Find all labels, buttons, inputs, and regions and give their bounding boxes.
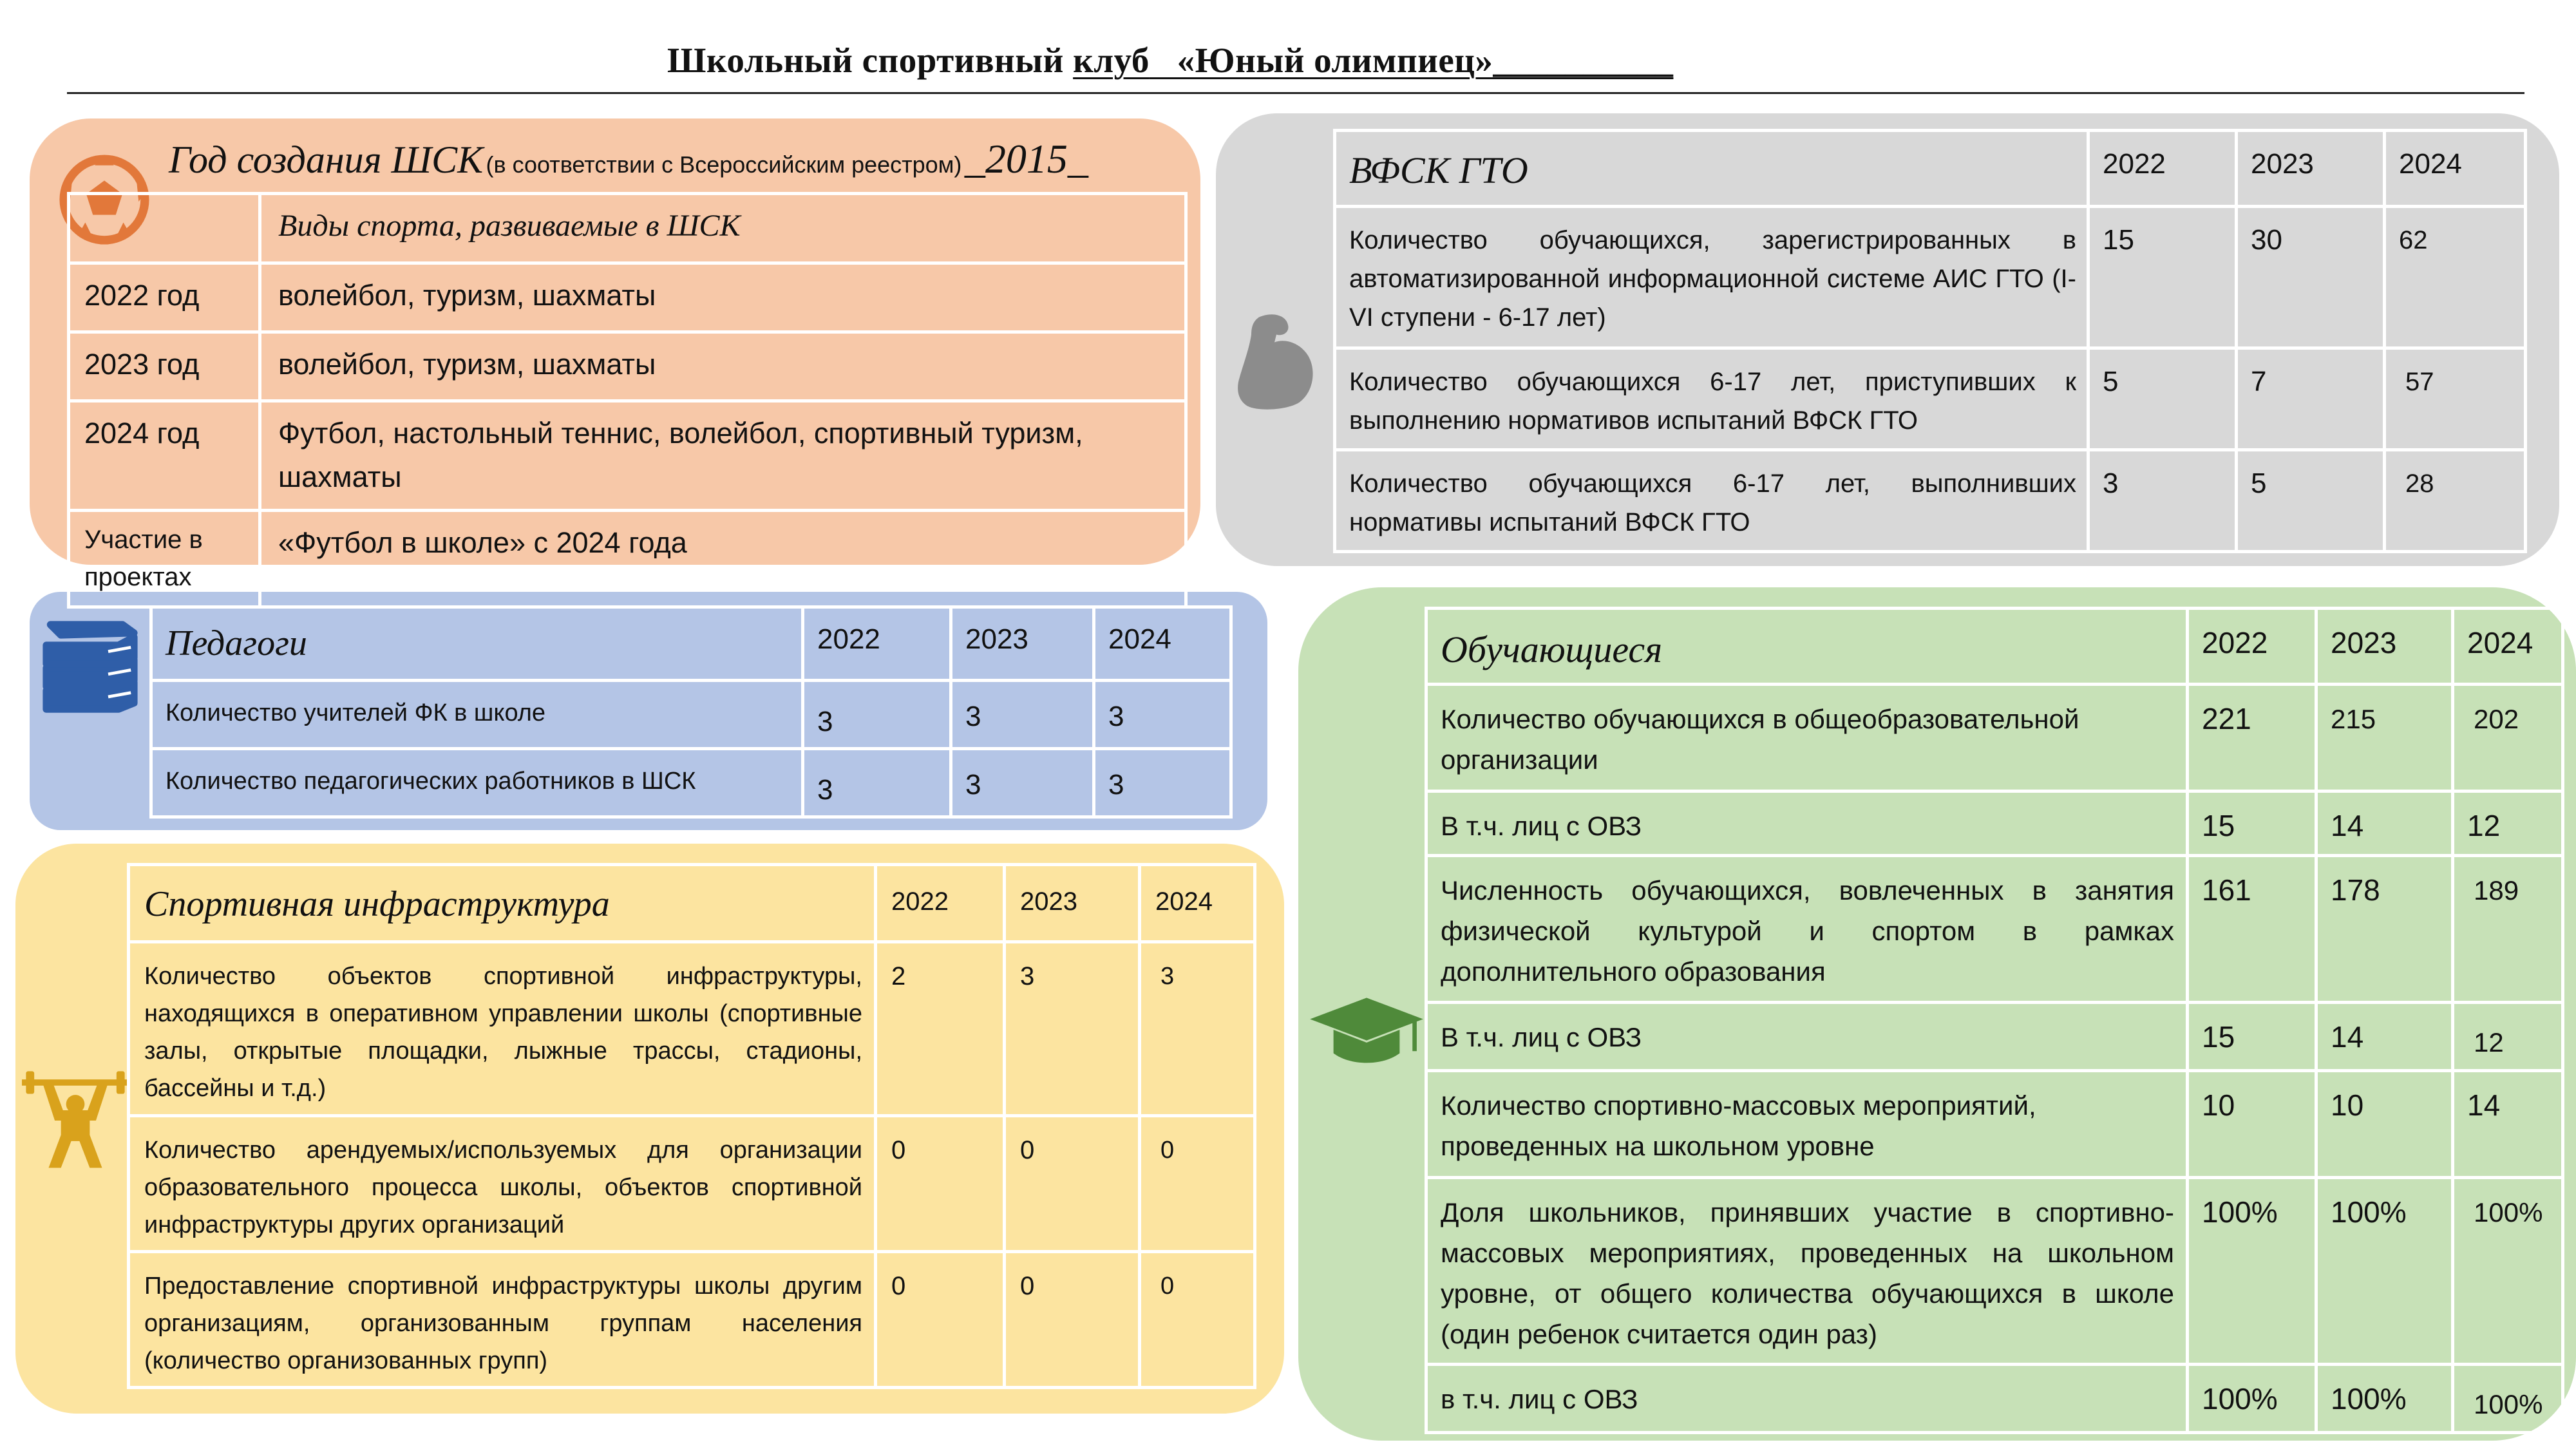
value-cell: 57 bbox=[2385, 348, 2526, 450]
row-year: 2023 год bbox=[69, 332, 260, 401]
table-header-row bbox=[129, 865, 1255, 942]
value-cell: 12 bbox=[2453, 1003, 2563, 1071]
teachers-title: Педагоги bbox=[151, 607, 803, 681]
value-cell: 7 bbox=[2237, 348, 2385, 450]
table-row bbox=[1426, 1071, 2563, 1178]
founding-heading bbox=[169, 135, 1088, 183]
table-header-row bbox=[151, 607, 1231, 681]
value-cell: 100% bbox=[2188, 1178, 2316, 1365]
gto-table bbox=[1333, 129, 2527, 553]
value-cell: 100% bbox=[2453, 1178, 2563, 1365]
sports-header: Виды спорта, развиваемые в ШСК bbox=[260, 194, 1186, 263]
year-header: 2023 bbox=[2316, 609, 2453, 685]
year-header: 2022 bbox=[876, 865, 1005, 942]
table-row bbox=[151, 681, 1231, 749]
row-label: Количество обучающихся 6-17 лет, выполнивших нормативы испытаний ВФСК ГТО bbox=[1335, 450, 2088, 552]
value-cell: 100% bbox=[2316, 1178, 2453, 1365]
value-cell: 0 bbox=[1005, 1116, 1140, 1252]
value-cell: 0 bbox=[1140, 1252, 1255, 1388]
table-row bbox=[129, 1252, 1255, 1388]
value-cell: 3 bbox=[1094, 681, 1231, 749]
value-cell: 189 bbox=[2453, 856, 2563, 1003]
value-cell: 100% bbox=[2316, 1365, 2453, 1433]
value-cell: 10 bbox=[2316, 1071, 2453, 1178]
table-row bbox=[69, 332, 1186, 401]
table-row bbox=[129, 1116, 1255, 1252]
table-header-row bbox=[1335, 131, 2526, 207]
table-row bbox=[69, 401, 1186, 511]
value-cell: 30 bbox=[2237, 207, 2385, 348]
year-header: 2022 bbox=[2088, 131, 2237, 207]
row-label: Количество учителей ФК в школе bbox=[151, 681, 803, 749]
value-cell: 161 bbox=[2188, 856, 2316, 1003]
table-row bbox=[1426, 791, 2563, 856]
table-row bbox=[69, 263, 1186, 332]
founding-note: (в соответствии с Всероссийским реестром) bbox=[486, 151, 962, 178]
year-header: 2024 bbox=[1094, 607, 1231, 681]
year-header: 2024 bbox=[1140, 865, 1255, 942]
title-rule bbox=[67, 92, 2524, 94]
row-label: Доля школьников, принявших участие в спортивно-массовых мероприятиях, проведенных на школьном уровне, от общего количества обучающихся в школе (один ребенок считается один раз) bbox=[1426, 1178, 2188, 1365]
table-row bbox=[1426, 685, 2563, 791]
table-row bbox=[69, 511, 1186, 607]
row-label: Количество обучающихся в общеобразовательной организации bbox=[1426, 685, 2188, 791]
year-header: 2024 bbox=[2385, 131, 2526, 207]
students-title: Обучающиеся bbox=[1426, 609, 2188, 685]
value-cell: 3 bbox=[803, 749, 951, 817]
founding-year: _2015_ bbox=[964, 136, 1088, 182]
founding-table bbox=[67, 192, 1188, 609]
table-row bbox=[1426, 1365, 2563, 1433]
teachers-table bbox=[149, 605, 1233, 819]
value-cell: 0 bbox=[876, 1252, 1005, 1388]
value-cell: 202 bbox=[2453, 685, 2563, 791]
table-row bbox=[151, 749, 1231, 817]
value-cell: 5 bbox=[2237, 450, 2385, 552]
year-header: 2023 bbox=[2237, 131, 2385, 207]
table-row bbox=[1335, 207, 2526, 348]
row-label: Количество обучающихся 6-17 лет, приступивших к выполнению нормативов испытаний ВФСК ГТО bbox=[1335, 348, 2088, 450]
title-part-3: «Юный олимпиец»__________ bbox=[1149, 41, 1674, 80]
value-cell: 15 bbox=[2188, 791, 2316, 856]
books-icon bbox=[36, 618, 139, 714]
row-label: В т.ч. лиц с ОВЗ bbox=[1426, 791, 2188, 856]
row-label: Количество объектов спортивной инфраструктуры, находящихся в оперативном управлении школы (спортивные залы, открытые площадки, лыжные трассы, стадионы, бассейны и т.д.) bbox=[129, 942, 876, 1116]
table-row bbox=[129, 942, 1255, 1116]
row-sports: волейбол, туризм, шахматы bbox=[260, 332, 1186, 401]
value-cell: 3 bbox=[1140, 942, 1255, 1116]
row-sports: волейбол, туризм, шахматы bbox=[260, 263, 1186, 332]
projects-value: «Футбол в школе» с 2024 года bbox=[260, 511, 1186, 607]
document-title bbox=[667, 40, 1673, 80]
year-header: 2024 bbox=[2453, 609, 2563, 685]
row-label: Количество педагогических работников в ШСК bbox=[151, 749, 803, 817]
table-header-row bbox=[1426, 609, 2563, 685]
title-part-2: клуб bbox=[1073, 41, 1150, 80]
value-cell: 14 bbox=[2453, 1071, 2563, 1178]
row-year: 2022 год bbox=[69, 263, 260, 332]
row-label: Количество арендуемых/используемых для организации образовательного процесса школы, объектов спортивной инфраструктуры других организаций bbox=[129, 1116, 876, 1252]
founding-label: Год создания ШСК bbox=[169, 138, 483, 181]
founding-empty-cell bbox=[69, 194, 260, 263]
table-row bbox=[1335, 450, 2526, 552]
value-cell: 215 bbox=[2316, 685, 2453, 791]
value-cell: 3 bbox=[1094, 749, 1231, 817]
value-cell: 100% bbox=[2188, 1365, 2316, 1433]
value-cell: 178 bbox=[2316, 856, 2453, 1003]
value-cell: 5 bbox=[2088, 348, 2237, 450]
value-cell: 0 bbox=[876, 1116, 1005, 1252]
row-label: в т.ч. лиц с ОВЗ bbox=[1426, 1365, 2188, 1433]
year-header: 2022 bbox=[2188, 609, 2316, 685]
value-cell: 14 bbox=[2316, 1003, 2453, 1071]
title-part-1: Школьный спортивный bbox=[667, 41, 1074, 80]
year-header: 2023 bbox=[1005, 865, 1140, 942]
graduation-cap-icon bbox=[1307, 996, 1426, 1070]
value-cell: 2 bbox=[876, 942, 1005, 1116]
weightlifter-icon bbox=[22, 1069, 129, 1172]
students-table bbox=[1425, 607, 2564, 1434]
value-cell: 3 bbox=[2088, 450, 2237, 552]
year-header: 2023 bbox=[951, 607, 1094, 681]
value-cell: 15 bbox=[2088, 207, 2237, 348]
value-cell: 15 bbox=[2188, 1003, 2316, 1071]
projects-label: Участие в проектах bbox=[69, 511, 260, 607]
value-cell: 62 bbox=[2385, 207, 2526, 348]
table-row bbox=[1335, 348, 2526, 450]
value-cell: 10 bbox=[2188, 1071, 2316, 1178]
row-label: Количество обучающихся, зарегистрированных в автоматизированной информационной системе АИС ГТО (I-VI ступени - 6-17 лет) bbox=[1335, 207, 2088, 348]
value-cell: 3 bbox=[1005, 942, 1140, 1116]
row-label: Предоставление спортивной инфраструктуры школы другим организациям, организованным группам населения (количество организованных групп) bbox=[129, 1252, 876, 1388]
value-cell: 221 bbox=[2188, 685, 2316, 791]
row-label: Численность обучающихся, вовлеченных в занятия физической культурой и спортом в рамках дополнительного образования bbox=[1426, 856, 2188, 1003]
table-row bbox=[1426, 856, 2563, 1003]
row-label: В т.ч. лиц с ОВЗ bbox=[1426, 1003, 2188, 1071]
infrastructure-title: Спортивная инфраструктура bbox=[129, 865, 876, 942]
table-row bbox=[1426, 1003, 2563, 1071]
year-header: 2022 bbox=[803, 607, 951, 681]
value-cell: 28 bbox=[2385, 450, 2526, 552]
flexed-arm-icon bbox=[1230, 308, 1327, 417]
value-cell: 12 bbox=[2453, 791, 2563, 856]
value-cell: 0 bbox=[1140, 1116, 1255, 1252]
value-cell: 14 bbox=[2316, 791, 2453, 856]
value-cell: 3 bbox=[951, 681, 1094, 749]
row-sports: Футбол, настольный теннис, волейбол, спортивный туризм, шахматы bbox=[260, 401, 1186, 511]
value-cell: 3 bbox=[803, 681, 951, 749]
gto-title: ВФСК ГТО bbox=[1335, 131, 2088, 207]
row-year: 2024 год bbox=[69, 401, 260, 511]
value-cell: 100% bbox=[2453, 1365, 2563, 1433]
table-row bbox=[1426, 1178, 2563, 1365]
value-cell: 0 bbox=[1005, 1252, 1140, 1388]
row-label: Количество спортивно-массовых мероприятий, проведенных на школьном уровне bbox=[1426, 1071, 2188, 1178]
infrastructure-table bbox=[127, 863, 1256, 1389]
value-cell: 3 bbox=[951, 749, 1094, 817]
